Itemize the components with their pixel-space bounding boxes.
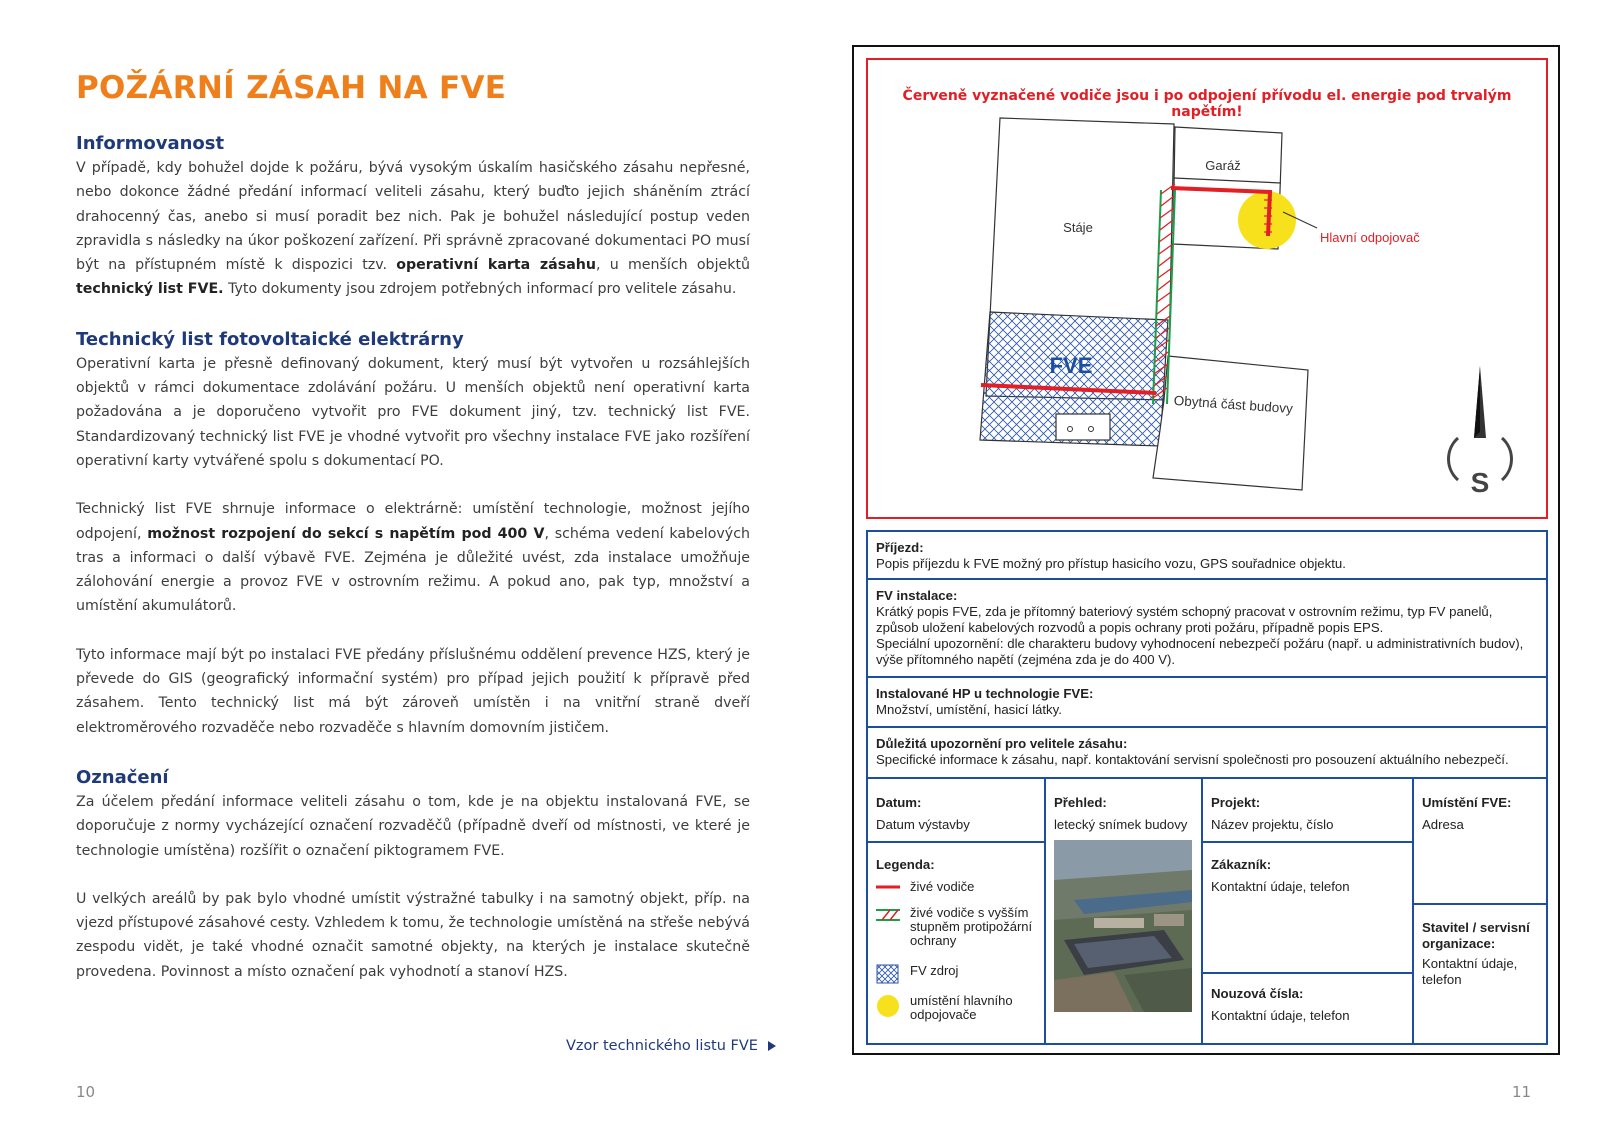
- legend-item-fv-source: FV zdroj: [876, 964, 900, 984]
- cell-nouzova: Nouzová čísla: Kontaktní údaje, telefon: [1211, 986, 1350, 1023]
- label-living: Obytná část budovy: [1173, 392, 1294, 417]
- row-upozorneni: Důležitá upozornění pro velitele zásahu: Specifické informace k zásahu, např. kontaktování servisní společnosti pro posouzení aktuálního nebezpečí.: [868, 728, 1546, 779]
- paragraph: Operativní karta je přesně definovaný dokument, který musí být vytvořen u rozsáhlejších objektů v rámci dokumentace zdolávání požáru. U menších objektů není operativní karta požadována a je doporučeno vytvořit pro FVE dokument jiný, tzv. technický list FVE. Standardizovaný technický list FVE je vhodné vytvořit pro všechny instalace FVE jako rozšíření operativní karty vytvářené spolu s dokumentací PO.: [76, 355, 750, 469]
- compass-icon: [1449, 366, 1512, 480]
- legend-item-protected-wire: živé vodiče s vyšším stupněm protipožární ochrany: [876, 906, 902, 950]
- label-stables: Stáje: [1063, 220, 1093, 235]
- cell-prehled: Přehled: letecký snímek budovy: [1054, 795, 1188, 832]
- green-line-icon: [876, 906, 902, 924]
- aerial-photo: [1054, 840, 1192, 1012]
- technical-sheet: [852, 45, 1560, 1055]
- live-wire-warning: Červeně vyznačené vodiče jsou i po odpojení přívodu el. energie pod trvalým napětím!: [902, 88, 1512, 120]
- cell-legenda: Legenda:: [876, 857, 935, 872]
- paragraph: Tyto informace mají být po instalaci FVE předány příslušnému oddělení prevence HZS, který je převede do GIS (geografický informační systém) pro případ jejich použití k přípravě před zásahem. Tento technický list má být zároveň umístěn i na vnitřní straně dveří elektroměrového rozvaděče nebo rozvaděče s hlavním domovním jističem.: [76, 646, 750, 736]
- legend-item-disconnector: umístění hlavního odpojovače: [876, 994, 900, 1024]
- label-garage: Garáž: [1205, 158, 1241, 173]
- page-title: POŽÁRNÍ ZÁSAH NA FVE: [76, 70, 507, 106]
- paragraph: U velkých areálů by pak bylo vhodné umístit výstražné tabulky i na samotný objekt, příp. na vjezd přístupové zásahové cesty. Vzhledem k tomu, že technologie umístěná na střeše nebývá zespodu vidět, je také vhodné označit samotné objekty, na kterých je instalace skutečně provedena. Povinnost a místo označení pak vyhodnotí a stanoví HZS.: [76, 890, 750, 980]
- row-fv-instalace: FV instalace: Krátký popis FVE, zda je přítomný bateriový systém schopný pracovat v ostrovním režimu, typ FV panelů, způsob uložení kabelových rozvodů a popis ochrany proti požáru, případně popis EPS. Speciální upozornění: dle charakteru budovy vyhodnocení nebezpečí požáru (např. u administrativních budov), výše přítomného napětí (zejména zda je do 400 V).: [868, 580, 1546, 678]
- row-prijezd: Příjezd: Popis příjezdu k FVE možný pro přístup hasicího vozu, GPS souřadnice objektu.: [868, 532, 1546, 580]
- label-fve: FVE: [1049, 353, 1093, 378]
- cell-zakaznik: Zákazník: Kontaktní údaje, telefon: [1211, 857, 1350, 894]
- label-main-disconnector: Hlavní odpojovač: [1320, 230, 1420, 245]
- cell-datum: Datum: Datum výstavby: [876, 795, 970, 832]
- template-link-label[interactable]: Vzor technického listu FVE: [566, 1038, 758, 1054]
- section-heading-oznaceni: Označení: [76, 766, 169, 788]
- crosshatch-icon: [876, 964, 900, 984]
- legend-item-live-wire: živé vodiče: [876, 880, 902, 896]
- cell-umisteni: Umístění FVE: Adresa: [1422, 795, 1512, 832]
- cell-stavitel: Stavitel / servisní organizace: Kontaktní údaje, telefon: [1422, 920, 1530, 987]
- section-heading-technicky-list: Technický list fotovoltaické elektrárny: [76, 328, 464, 350]
- left-page: [76, 70, 750, 984]
- paragraph: Za účelem předání informace veliteli zásahu o tom, kde je na objektu instalovaná FVE, se doporučuje z normy vycházející označení rozvaděčů (případně dveří od místnosti, ve které je technologie umístěna) rozšířit o označení piktogramem FVE.: [76, 793, 750, 859]
- stove-block: [1056, 414, 1110, 440]
- template-link[interactable]: [566, 1038, 776, 1054]
- yellow-dot-icon: [876, 994, 900, 1018]
- site-plan: [866, 58, 1548, 519]
- page-number-right: 11: [1512, 1083, 1532, 1101]
- cell-projekt: Projekt: Název projektu, číslo: [1211, 795, 1334, 832]
- building-living: [1153, 356, 1308, 490]
- paragraph: V případě, kdy bohužel dojde k požáru, bývá vysokým úskalím hasičského zásahu nepřesné, nebo dokonce žádné předání informací veliteli zásahu, který buďto jejich sháněním ztrácí drahocenný čas, anebo si musí poradit bez nich. Pak je bohužel následující postup veden zpravidla s následky na úkor poškození zařízení. Při správně zpracované dokumentaci PO musí být na přístupném místě k dispozici tzv. operativní karta zásahu, u menších objektů technický list FVE. Tyto dokumenty jsou zdrojem potřebných informací pro velitele zásahu.: [76, 160, 751, 298]
- info-table: [866, 530, 1548, 1045]
- compass-letter: S: [1470, 467, 1490, 498]
- paragraph: Technický list FVE shrnuje informace o elektrárně: umístění technologie, možnost jejího odpojení, možnost rozpojení do sekcí s napětím pod 400 V, schéma vedení kabelových tras a informaci o další výbavě FVE. Zejména je důležité uvést, zda instalace umožňuje zálohování energie a provoz FVE v ostrovním režimu. A pokud ano, pak typ, množství a umístění akumulátorů.: [76, 501, 750, 615]
- site-plan-drawing: [868, 60, 1546, 517]
- row-hp: Instalované HP u technologie FVE: Množství, umístění, hasicí látky.: [868, 678, 1546, 728]
- play-arrow-icon: [768, 1041, 776, 1051]
- section-heading-informovanost: Informovanost: [76, 133, 225, 154]
- page-number-left: 10: [76, 1083, 96, 1101]
- red-line-icon: [876, 880, 902, 894]
